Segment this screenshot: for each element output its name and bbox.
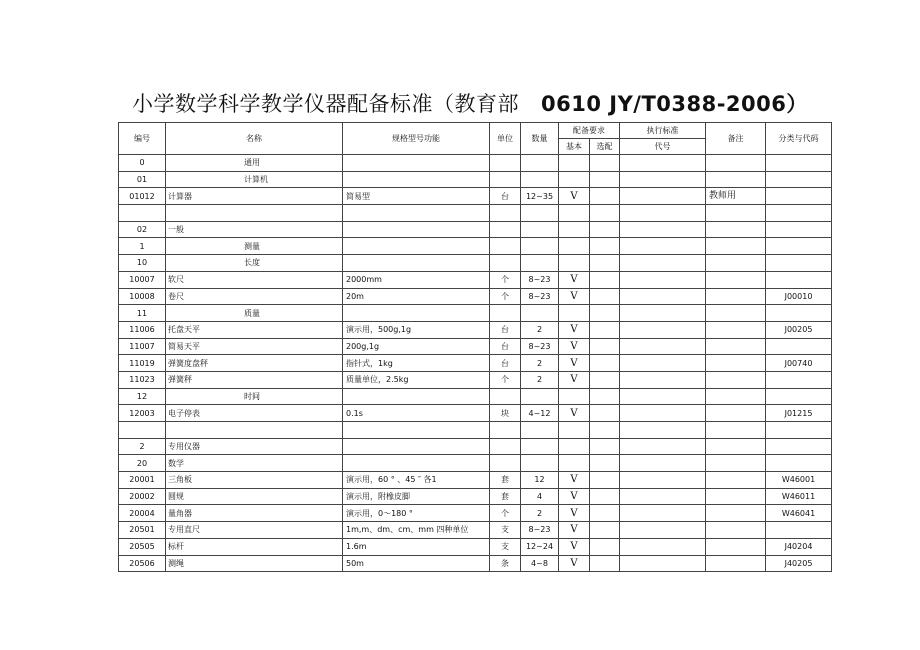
cell-spec — [343, 171, 490, 188]
cell-qty — [521, 422, 559, 439]
header-optional: 选配 — [590, 139, 620, 155]
cell-category-code: J00740 — [766, 355, 832, 372]
cell-standard — [620, 388, 706, 405]
table-row — [119, 505, 832, 522]
cell-id: 20501 — [119, 522, 166, 539]
cell-optional — [590, 305, 620, 322]
equipment-table — [118, 122, 832, 572]
table-row — [119, 155, 832, 172]
cell-id: 20506 — [119, 555, 166, 572]
cell-basic: V — [559, 321, 590, 338]
cell-basic — [559, 388, 590, 405]
cell-optional — [590, 205, 620, 222]
cell-basic: V — [559, 555, 590, 572]
cell-id: 11 — [119, 305, 166, 322]
cell-optional — [590, 188, 620, 205]
cell-optional — [590, 155, 620, 172]
cell-remark — [706, 338, 766, 355]
cell-qty — [521, 171, 559, 188]
cell-qty: 8~23 — [521, 271, 559, 288]
cell-category-code — [766, 155, 832, 172]
cell-id: 02 — [119, 221, 166, 238]
cell-name: 通用 — [166, 155, 343, 172]
table-row — [119, 288, 832, 305]
cell-standard — [620, 405, 706, 422]
cell-qty: 8~23 — [521, 338, 559, 355]
cell-optional — [590, 338, 620, 355]
table-row — [119, 422, 832, 439]
cell-optional — [590, 438, 620, 455]
cell-standard — [620, 538, 706, 555]
cell-unit: 台 — [490, 355, 521, 372]
cell-id: 11023 — [119, 371, 166, 388]
cell-id: 20 — [119, 455, 166, 472]
cell-basic: V — [559, 371, 590, 388]
cell-category-code — [766, 171, 832, 188]
cell-optional — [590, 488, 620, 505]
cell-basic: V — [559, 271, 590, 288]
cell-optional — [590, 405, 620, 422]
cell-optional — [590, 255, 620, 272]
cell-unit: 套 — [490, 488, 521, 505]
cell-basic — [559, 438, 590, 455]
table-row — [119, 405, 832, 422]
cell-unit: 套 — [490, 472, 521, 489]
cell-id: 10007 — [119, 271, 166, 288]
cell-unit — [490, 238, 521, 255]
cell-category-code: J40205 — [766, 555, 832, 572]
table-row — [119, 472, 832, 489]
table-row — [119, 538, 832, 555]
table-row — [119, 255, 832, 272]
cell-name: 质量 — [166, 305, 343, 322]
cell-qty: 4~8 — [521, 555, 559, 572]
cell-category-code — [766, 455, 832, 472]
cell-unit — [490, 205, 521, 222]
cell-unit: 台 — [490, 338, 521, 355]
cell-standard — [620, 155, 706, 172]
cell-optional — [590, 505, 620, 522]
table-row — [119, 455, 832, 472]
cell-optional — [590, 355, 620, 372]
cell-unit: 条 — [490, 555, 521, 572]
cell-qty — [521, 388, 559, 405]
cell-category-code — [766, 205, 832, 222]
cell-remark — [706, 472, 766, 489]
cell-id: 2 — [119, 438, 166, 455]
cell-qty: 12~24 — [521, 538, 559, 555]
cell-qty — [521, 455, 559, 472]
header-unit: 单位 — [490, 123, 521, 155]
cell-remark — [706, 438, 766, 455]
cell-unit — [490, 455, 521, 472]
cell-qty: 2 — [521, 321, 559, 338]
cell-spec: 200g,1g — [343, 338, 490, 355]
cell-basic — [559, 255, 590, 272]
cell-unit: 个 — [490, 371, 521, 388]
cell-name: 弹簧秤 — [166, 371, 343, 388]
cell-standard — [620, 338, 706, 355]
cell-name: 弹簧度盘秤 — [166, 355, 343, 372]
cell-category-code: W46011 — [766, 488, 832, 505]
cell-name: 测绳 — [166, 555, 343, 572]
cell-spec: 演示用，500g,1g — [343, 321, 490, 338]
cell-id: 01 — [119, 171, 166, 188]
cell-standard — [620, 488, 706, 505]
cell-category-code — [766, 238, 832, 255]
cell-id: 20004 — [119, 505, 166, 522]
cell-optional — [590, 238, 620, 255]
cell-remark — [706, 288, 766, 305]
cell-remark — [706, 488, 766, 505]
cell-optional — [590, 538, 620, 555]
cell-spec: 演示用，0～180 ° — [343, 505, 490, 522]
cell-standard — [620, 472, 706, 489]
cell-name — [166, 422, 343, 439]
cell-unit — [490, 155, 521, 172]
table-row — [119, 438, 832, 455]
cell-unit — [490, 255, 521, 272]
cell-id: 20002 — [119, 488, 166, 505]
cell-unit — [490, 305, 521, 322]
cell-optional — [590, 321, 620, 338]
cell-remark — [706, 355, 766, 372]
cell-category-code — [766, 221, 832, 238]
header-spec: 规格型号功能 — [343, 123, 490, 155]
table-row — [119, 555, 832, 572]
cell-spec: 演示用，附橡皮脚 — [343, 488, 490, 505]
cell-remark — [706, 171, 766, 188]
cell-name: 软尺 — [166, 271, 343, 288]
cell-standard — [620, 238, 706, 255]
cell-spec: 1m,m、dm、cm、mm 四种单位 — [343, 522, 490, 539]
cell-category-code — [766, 255, 832, 272]
header-standard-code: 代号 — [620, 139, 706, 155]
cell-optional — [590, 555, 620, 572]
cell-spec — [343, 305, 490, 322]
cell-basic — [559, 455, 590, 472]
cell-qty: 8~23 — [521, 288, 559, 305]
cell-qty — [521, 221, 559, 238]
cell-category-code: W46001 — [766, 472, 832, 489]
cell-remark — [706, 505, 766, 522]
cell-optional — [590, 271, 620, 288]
cell-unit — [490, 438, 521, 455]
table-row — [119, 271, 832, 288]
cell-category-code — [766, 188, 832, 205]
cell-spec — [343, 422, 490, 439]
cell-spec — [343, 205, 490, 222]
cell-remark — [706, 538, 766, 555]
cell-remark — [706, 405, 766, 422]
cell-qty: 2 — [521, 355, 559, 372]
cell-spec — [343, 221, 490, 238]
cell-standard — [620, 255, 706, 272]
cell-id: 20505 — [119, 538, 166, 555]
cell-id: 10008 — [119, 288, 166, 305]
cell-basic: V — [559, 538, 590, 555]
cell-qty: 2 — [521, 505, 559, 522]
table-row — [119, 305, 832, 322]
cell-unit: 个 — [490, 288, 521, 305]
cell-basic: V — [559, 405, 590, 422]
header-qty: 数量 — [521, 123, 559, 155]
cell-remark — [706, 522, 766, 539]
cell-qty: 4~12 — [521, 405, 559, 422]
cell-spec — [343, 438, 490, 455]
cell-qty — [521, 438, 559, 455]
cell-category-code — [766, 338, 832, 355]
cell-standard — [620, 188, 706, 205]
cell-optional — [590, 388, 620, 405]
cell-qty — [521, 155, 559, 172]
cell-standard — [620, 455, 706, 472]
cell-name: 标杆 — [166, 538, 343, 555]
cell-qty: 8~23 — [521, 522, 559, 539]
table-row — [119, 371, 832, 388]
cell-unit — [490, 422, 521, 439]
table-row — [119, 205, 832, 222]
cell-basic — [559, 305, 590, 322]
cell-name: 卷尺 — [166, 288, 343, 305]
cell-name: 电子停表 — [166, 405, 343, 422]
cell-qty — [521, 238, 559, 255]
cell-id — [119, 205, 166, 222]
cell-standard — [620, 171, 706, 188]
cell-basic: V — [559, 505, 590, 522]
cell-standard — [620, 271, 706, 288]
cell-remark — [706, 155, 766, 172]
cell-id: 20001 — [119, 472, 166, 489]
cell-category-code — [766, 438, 832, 455]
cell-basic: V — [559, 188, 590, 205]
header-id: 编号 — [119, 123, 166, 155]
cell-unit: 块 — [490, 405, 521, 422]
table-row — [119, 355, 832, 372]
cell-remark — [706, 321, 766, 338]
cell-category-code: J00010 — [766, 288, 832, 305]
cell-remark — [706, 255, 766, 272]
cell-unit — [490, 221, 521, 238]
cell-optional — [590, 171, 620, 188]
table-row — [119, 522, 832, 539]
cell-remark — [706, 455, 766, 472]
cell-category-code — [766, 422, 832, 439]
cell-spec — [343, 238, 490, 255]
cell-optional — [590, 288, 620, 305]
cell-category-code: J00205 — [766, 321, 832, 338]
cell-name: 专用仪器 — [166, 438, 343, 455]
cell-basic — [559, 171, 590, 188]
cell-name: 计算机 — [166, 171, 343, 188]
cell-remark — [706, 238, 766, 255]
cell-spec — [343, 388, 490, 405]
cell-spec — [343, 255, 490, 272]
cell-id: 0 — [119, 155, 166, 172]
cell-unit — [490, 171, 521, 188]
cell-basic — [559, 155, 590, 172]
cell-name: 专用直尺 — [166, 522, 343, 539]
table-body — [119, 155, 832, 572]
page-title — [132, 88, 808, 118]
cell-optional — [590, 371, 620, 388]
cell-remark — [706, 388, 766, 405]
cell-name: 测量 — [166, 238, 343, 255]
cell-optional — [590, 455, 620, 472]
cell-qty — [521, 305, 559, 322]
cell-standard — [620, 355, 706, 372]
cell-qty: 12 — [521, 472, 559, 489]
cell-unit: 个 — [490, 505, 521, 522]
cell-standard — [620, 305, 706, 322]
table-row — [119, 388, 832, 405]
table-row — [119, 488, 832, 505]
cell-name: 圆规 — [166, 488, 343, 505]
cell-remark — [706, 555, 766, 572]
cell-qty — [521, 205, 559, 222]
cell-id: 10 — [119, 255, 166, 272]
cell-standard — [620, 422, 706, 439]
cell-spec: 质量单位，2.5kg — [343, 371, 490, 388]
cell-name: 时间 — [166, 388, 343, 405]
cell-name: 三角板 — [166, 472, 343, 489]
cell-spec: 2000mm — [343, 271, 490, 288]
cell-basic: V — [559, 355, 590, 372]
cell-remark: 教师用 — [706, 188, 766, 205]
cell-standard — [620, 505, 706, 522]
table-row — [119, 221, 832, 238]
cell-standard — [620, 555, 706, 572]
cell-category-code: J40204 — [766, 538, 832, 555]
cell-name: 简易天平 — [166, 338, 343, 355]
cell-qty: 2 — [521, 371, 559, 388]
cell-name: 量角器 — [166, 505, 343, 522]
table-row — [119, 188, 832, 205]
cell-spec: 演示用，60 ° 、45 ″ 各1 — [343, 472, 490, 489]
cell-unit: 台 — [490, 188, 521, 205]
cell-remark — [706, 305, 766, 322]
cell-basic: V — [559, 522, 590, 539]
cell-unit: 支 — [490, 538, 521, 555]
cell-spec: 0.1s — [343, 405, 490, 422]
cell-qty: 4 — [521, 488, 559, 505]
cell-qty: 12~35 — [521, 188, 559, 205]
cell-optional — [590, 472, 620, 489]
title-code: 0610 JY/T0388-2006） — [541, 92, 808, 116]
cell-name: 一般 — [166, 221, 343, 238]
cell-standard — [620, 438, 706, 455]
cell-optional — [590, 221, 620, 238]
cell-category-code — [766, 305, 832, 322]
cell-spec — [343, 455, 490, 472]
header-name: 名称 — [166, 123, 343, 155]
cell-id: 11019 — [119, 355, 166, 372]
cell-spec: 指针式，1kg — [343, 355, 490, 372]
cell-category-code — [766, 522, 832, 539]
cell-qty — [521, 255, 559, 272]
cell-standard — [620, 321, 706, 338]
cell-basic: V — [559, 338, 590, 355]
table-header — [119, 123, 832, 155]
header-standard: 执行标准 — [620, 123, 706, 139]
cell-unit — [490, 388, 521, 405]
cell-name: 数学 — [166, 455, 343, 472]
header-requirement: 配备要求 — [559, 123, 620, 139]
cell-remark — [706, 422, 766, 439]
cell-basic: V — [559, 472, 590, 489]
cell-spec — [343, 155, 490, 172]
cell-id: 1 — [119, 238, 166, 255]
cell-spec: 50m — [343, 555, 490, 572]
cell-standard — [620, 288, 706, 305]
cell-category-code: W46041 — [766, 505, 832, 522]
cell-standard — [620, 522, 706, 539]
cell-standard — [620, 371, 706, 388]
cell-name: 托盘天平 — [166, 321, 343, 338]
cell-id: 12003 — [119, 405, 166, 422]
cell-basic — [559, 221, 590, 238]
cell-name — [166, 205, 343, 222]
header-basic: 基本 — [559, 139, 590, 155]
cell-category-code — [766, 371, 832, 388]
cell-optional — [590, 522, 620, 539]
cell-basic — [559, 238, 590, 255]
table-row — [119, 321, 832, 338]
cell-remark — [706, 205, 766, 222]
cell-id: 01012 — [119, 188, 166, 205]
cell-spec: 简易型 — [343, 188, 490, 205]
cell-id: 12 — [119, 388, 166, 405]
cell-spec: 1.6m — [343, 538, 490, 555]
table-row — [119, 238, 832, 255]
cell-remark — [706, 371, 766, 388]
cell-name: 长度 — [166, 255, 343, 272]
cell-optional — [590, 422, 620, 439]
cell-spec: 20m — [343, 288, 490, 305]
cell-id: 11006 — [119, 321, 166, 338]
cell-basic: V — [559, 288, 590, 305]
cell-category-code — [766, 388, 832, 405]
cell-basic — [559, 205, 590, 222]
cell-category-code — [766, 271, 832, 288]
cell-unit: 台 — [490, 321, 521, 338]
cell-standard — [620, 221, 706, 238]
cell-name: 计算器 — [166, 188, 343, 205]
title-main: 小学数学科学教学仪器配备标准（教育部 — [132, 92, 519, 116]
cell-unit: 支 — [490, 522, 521, 539]
cell-basic: V — [559, 488, 590, 505]
cell-basic — [559, 422, 590, 439]
cell-unit: 个 — [490, 271, 521, 288]
cell-remark — [706, 221, 766, 238]
table-row — [119, 338, 832, 355]
cell-category-code: J01215 — [766, 405, 832, 422]
cell-remark — [706, 271, 766, 288]
cell-id — [119, 422, 166, 439]
header-category: 分类与代码 — [766, 123, 832, 155]
header-remark: 备注 — [706, 123, 766, 155]
table-row — [119, 171, 832, 188]
cell-id: 11007 — [119, 338, 166, 355]
cell-standard — [620, 205, 706, 222]
